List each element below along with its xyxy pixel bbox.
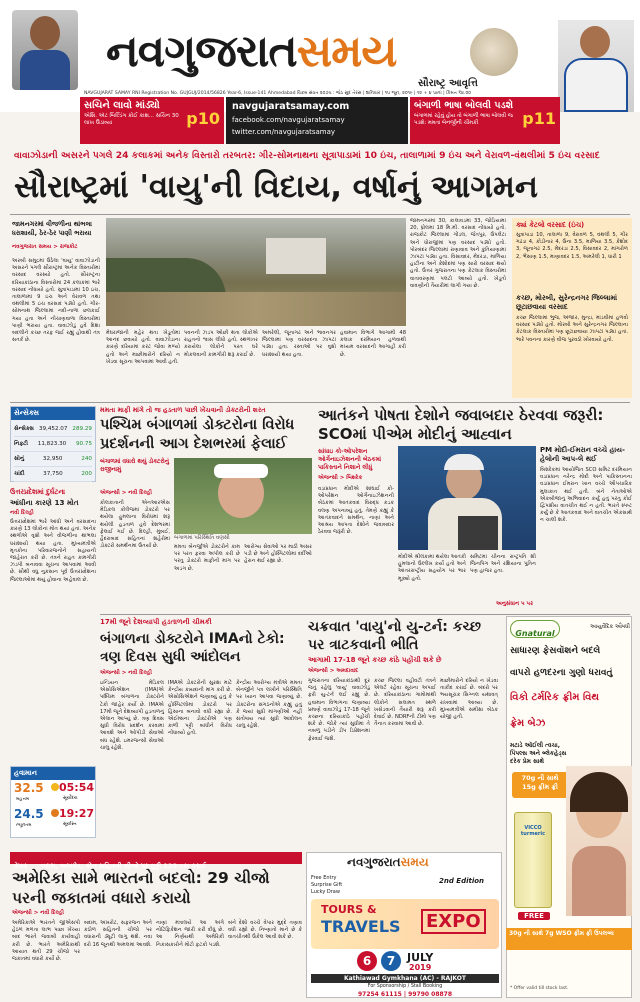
market-row-change: 90.75 [75,441,92,447]
vicco-free-tag: FREE [518,912,550,920]
bengal-bullet [100,458,170,474]
expo-day-a: 6 [357,951,377,971]
vicco-benefit-3: દરેક પ્રેમ સાથે [510,758,544,765]
left-brief [10,488,96,659]
lead-text-col2: મેઘરાજાની મહેર થતા ખેડૂતોમાં આનંદ છવાયો હતો. વાવાઝોડાના કારણે દરિયામાં કરંટ જોવા મળ્યો હતો અને માછીમારોને દરિયો ન ખેડવા સૂચના આપવામાં આવી હતી. [106,330,180,365]
bengal-text-1: કોલકાતાની એનઆરએસ મેડિકલ કોલેજમાં ડોક્ટરો પર થયેલા હુમલાના વિરોધમાં શરૂ થયેલી હડતાળ હવે દેશભરમાં ફેલાઈ ગઈ છે. દિલ્હી, મુંબઈ, હૈદરાબાદ સહિતનાં શહેરોમાં ડોક્ટરો સમર્થનમાં ઉતર્યા છે. [100,500,170,550]
teaser-left[interactable] [80,97,224,144]
rain-sidebar-text2: કચ્છ જિલ્લામાં ભુજ, અંજાર, મુન્દ્રા, માંડવીમાં હળવો વરસાદ પડ્યો હતો. મોરબી અને સુરેન્દ્રનગર જિલ્લાના કેટલાક વિસ્તારોમાં પણ છૂટાછવાયા ઝાપટાં પડ્યાં હતાં. ભારે પવનના કારણે વીજ પુરવઠો ખોરવાયો હતો. [516,315,628,343]
weather-max-label: મહત્તમ [16,797,29,802]
dateline: NAVGUJARAT SAMAY RNI Registration No. GUJGUJ/2014/56826 Year-6, Issue-141 Ahmedabad વિક્રમ સંવત ૨૦૭૫ : જેઠ સુદ તેરસ | શનિવાર | ૧૫ જૂન, ૨૦૧૯ | ૧૨ + ૪ પાનાં | કિંમત ₹૪.૦૦ [84,91,471,96]
market-row-change: 289.29 [72,426,92,432]
weather-box [10,766,96,838]
vicco-benefit-2: પિંપલ્સ અને બ્લેકહેડ્સ [510,750,567,757]
sco-headline: આતંકને પોષતા દેશોને જવાબદાર ઠેરવવા જરૂરી: SCOમાં પીએમ મોદીનું આહ્વાન [318,406,604,443]
expo-contact-label: For Sponsorship / Stall Booking [367,984,443,989]
lead-kicker: વાવાઝોડાની અસરને પગલે 24 કલાકમાં અનેક વિસ્તારો તરબતર: ગીર-સોમનાથના સૂત્રાપાડામાં 10 ઇંચ, તાલાળામાં 9 ઇંચ અને વેરાવળ-વંથલીમાં 5 ઇંચ વરસાદ [14,150,600,161]
cyclone-kicker: આગામી 17-18 જૂને કચ્છ કાંઠે પહોંચી શકે છે [308,656,442,664]
market-row-value: 39,452.07 [38,426,68,432]
expo-bullet-2: Lucky Draw [311,889,340,895]
trade-headline: અમેરિકા સામે ભારતનો બદલો: 29 ચીજો પરની જકાતમાં વધારો કરાયો [12,869,270,907]
expo-phone[interactable]: 97254 61115 | 99790 08878 [357,991,453,998]
vicco-brand-badge [510,620,560,638]
sunrise-time: 05:54 [59,781,95,794]
vicco-benefit-1: મટાડે ઑઈલી ત્વચા, [510,742,560,749]
vicco-offer-badge [512,772,568,798]
market-title: સેન્સેક્સ [14,409,39,417]
vicco-offer-a: 70g ની સાથે [521,774,559,782]
expo-ad[interactable] [306,852,502,998]
social-links [226,97,408,144]
cyclone-text-1: ગુજરાતના દરિયાકાંઠાથી દૂર જતું રહેલું 'વાયુ' વાવાઝોડું ફરી યુ-ટર્ન લઈ રહ્યું છે. હવામાન વિભાગના જણાવ્યા પ્રમાણે વાવાઝોડું 17-18 જૂને કચ્છના દરિયાકાંઠે પહોંચી શકે છે. જોકે ત્યાં સુધીમાં તે નબળું પડીને ડીપ ડિપ્રેશનમાં ફેરવાઈ જશે. [308,678,370,742]
left-brief-headline: આંધીના કારણે 13 મોત [10,498,79,507]
market-row-name: ચાંદી [14,471,25,477]
expo-brand-accent: સમય [400,855,429,869]
bengal-byline: એજન્સી > નવી દિલ્હી [100,490,152,496]
teaser-right-title: બંગાળી ભાષા બોલવી પડશે [414,100,514,111]
expo-brand-main: નવગુજરાત [347,855,401,869]
sunrise-icon [51,783,59,791]
sco-side-title: PM મોદી-ઈમરાન વચ્ચે હાય-હેલોની આપ-લે થઈ [540,446,625,463]
bengal-kicker: મમતા માફી માંગે તો જ હડતાળ પાછી ખેંચવાની ડોક્ટરોની શરત [100,406,266,414]
weather-min-label: ન્યૂનતમ [16,823,32,828]
sco-pull [318,448,394,482]
trade-kicker: બદામ, અખરોટ, ક્રોન સહિતની ચીજો પર છૂટ્ટી 120 ટકા કરાઈ [40,862,206,870]
rain-sidebar-head2: કચ્છ, મોરબી, સુરેન્દ્રનગર જિલ્લામાં છૂટાછવાયા વરસાદ [516,294,618,311]
expo-edition: 2nd Edition [439,877,485,885]
teaser-left-sub: એશિ. ઍટ બિલ્ડિંગ કોઈ કાશ... સચિન 30 લાખ ઉડાવ્યા [84,113,179,126]
cyclone-text-2: કચ્છ જિલ્લા વહીવટી તંત્રને એલર્ટ રહેવા સૂચના અપાઈ છે. દરિયાકાંઠાના ગામોમાંથી લોકોને સલામત સ્થળે ખસેડવાની તૈયારી શરૂ કરી દેવાઈ છે. NDRFની ટીમો પણ તૈનાત કરવામાં આવી છે. [374,678,436,728]
weather-min: 24.5 [14,807,44,821]
lead-text-col6: જામનગરમાં 30, કાલાવડમાં 33, જોડિયામાં 20, ધ્રોલમાં 18 મિ.મી. વરસાદ નોંધાયો હતો. રાજકોટ જિલ્લામાં ગોંડલ, જેતપુર, ઉપલેટા અને ધોરાજીમાં પણ વરસાદ પડ્યો હતો. પોરબંદર જિલ્લામાં રાણાવાવ અને કુતિયાણામાં ઝાપટાં પડ્યા હતા. વિસાવદર, મેંદરડા, માળિયા હાટીના અને કેશોદમાં પણ સારો વરસાદ થયો હતો. ઉત્તર ગુજરાતના પણ કેટલાક વિસ્તારોમાં વાતાવરણમાં પલટો આવ્યો હતો. ખેડૂતો વાવણીની તૈયારીમાં લાગી ગયા છે. [410,218,506,289]
lead-text-col3: પવનની ઝડપ ઓછી થતા લોકોએ રાહતનો શ્વાસ લીધો હતો. સ્થળાંતર કરાયેલા લોકોને પરત ઘરે મોકલવાની કામગીરી શરૂ કરાઈ છે. [184,330,258,358]
trade-kicker-bar [10,852,302,870]
bengal-photo-caption: બંગાળમાં પરિસ્થિતિ વણસી [174,535,230,541]
sco-text-1: વડાપ્રધાન મોદીએ શાંઘાઈ કો-ઓપરેશન ઓર્ગેનાઇઝેશનની બેઠકમાં આતંકવાદ વિરુદ્ધ કડક વલણ અપનાવ્યું હતું. તેમણે કહ્યું કે આતંકવાદને સમર્થન, નાણાં અને આશ્રય આપતા દેશોને જવાબદાર ઠેરવવા જરૂરી છે. [318,486,394,536]
sco-side [540,446,632,607]
vicco-label: આયુર્વેદિક ઔષધી [590,624,630,630]
brand-main: નવગુજરાત [106,26,297,77]
left-brief-title: ઉત્તરપ્રદેશમાં દુર્ઘટના [10,488,66,496]
lead-note [12,220,100,251]
expo-title-2: TRAVELS [321,917,401,936]
market-row-name: નિફ્ટી [14,441,29,447]
strike-text-3: કેન્દ્રીય આરોગ્ય મંત્રીએ મમતા બેનર્જીને પત્ર લખીને પરિસ્થિતિ પર ધ્યાન આપવા જણાવ્યું છે. ડોક્ટરોના સંગઠનોએ કહ્યું હતું કે જ્યાં સુધી માંગણીઓ નહીં સંતોષાય ત્યાં સુધી આંદોલન ચાલુ રહેશે. [236,680,302,730]
rain-sidebar [512,218,632,398]
teaser-right-page: p11 [522,109,556,128]
strike-kicker: 17મી જૂને દેશવ્યાપી હડતાળની ચીમકી [100,618,212,626]
teaser-right-sub: બંગાળમાં રહેવું હોય તો બંગાળી ભાષા બોલવી જ પડશે: મમતા બેનર્જીની ચીમકી [414,113,513,126]
sunset-label: સૂર્યાસ્ત [63,822,77,827]
lead-byline: નવગુજરાત સમય > રાજકોટ [12,244,78,250]
edition-label: સૌરાષ્ટ્ર આવૃત્તિ [418,78,478,89]
social-fb[interactable]: facebook.com/navgujaratsamay [232,116,345,124]
expo-bullet-0: Free Entry [311,875,337,881]
teaser-bar [80,97,560,144]
vicco-bottom-strip [506,928,632,950]
weather-title: હવામાન [11,767,95,780]
lead-text-col1: અરબી સમુદ્રમાં ઉઠેલા 'વાયુ' વાવાઝોડાની અસરને પગલે સૌરાષ્ટ્રમાં અનેક વિસ્તારોમાં વરસાદ વરસ્યો હતો. સૌરાષ્ટ્રના દરિયાકાંઠાના વિસ્તારોમાં 24 કલાકમાં ભારે વરસાદ નોંધાયો હતો. સુત્રાપાડામાં 10 ઇંચ, તાલાળામાં 9 ઇંચ અને વેરાવળ તથા વંથલીમાં 5 ઇંચ વરસાદ પડ્યો હતો. ગીર-સોમનાથ જિલ્લામાં નદી-નાળાં છલકાઈ ગયા હતા અને નીચાણવાળા વિસ્તારોમાં પાણી ભરાયા હતા. વાવાઝોડું હવે દિશા બદલીને કચ્છ તરફ જઈ રહ્યું હોવાથી તંત્ર સતર્ક છે. [12,258,100,344]
vicco-bottom: 30g ની સાથે 7g WSO ફ્રીમ ફ્રી ઉપલબ્ધ [509,930,614,937]
expo-day-b: 7 [381,951,401,971]
weather-max: 32.5 [14,781,44,795]
market-row-name: સોનું [14,456,25,462]
bengal-text-3: આરોગ્ય સેવાઓ પર માઠી અસર પડી છે અને હોસ્પિટલોમાં દર્દીઓ હેરાન થઈ રહ્યા છે. [244,544,312,565]
strike-byline: એજન્સી > નવી દિલ્હી [100,670,152,676]
strike-headline: બંગાળના ડોક્ટરોને IMAનો ટેકો: ત્રણ દિવસ સુધી આંદોલન [100,631,285,665]
sco-pull-text: સાંધાઇ કો-ઓપરેશન ઓર્ગેનાઇઝેશનની બેઠકમાં પાકિસ્તાને નિશાને લીધું [318,448,382,471]
brand-accent: સમય [296,26,397,77]
vicco-offer-b: 15g ફ્રીમ ફ્રી [522,783,558,791]
vicco-brand: Gnatural [515,629,555,638]
market-row [14,467,92,482]
bengal-photo [174,458,312,534]
sunset-time: 19:27 [59,807,95,820]
vicco-footer: * Offer valid till stock last. [510,986,569,991]
lead-text-col4: અમરેલી, જૂનાગઢ અને ભાવનગર જિલ્લામાં પણ વરસાદના ઝાપટાં પડ્યા હતા. રસ્તાઓ પર વૃક્ષો ધરાશાયી થયા હતા. [262,330,336,358]
masthead [0,0,640,112]
lead-headline: સૌરાષ્ટ્રમાં 'વાયુ'ની વિદાય, વર્ષાનું આગમન [14,169,538,205]
expo-month: JULY [407,951,434,964]
sco-text-2: મોદીએ શ્રીલંકામાં થયેલા આતંકી હુમલાનો ઉલ્લેખ કર્યો હતો અને આંતરરાષ્ટ્રીય સહયોગ પર ભાર મૂક્યો હતો. [398,554,466,582]
trade-text-4: બંને દેશો વચ્ચે વેપાર મુદ્દે તણાવ વધી રહ્યો છે. નિષ્ણાતો માને છે કે વાતચીતથી ઉકેલ આવી શકે છે. [228,920,302,941]
cyclone-text-3: માછીમારોને દરિયો ન ખેડવા તાકીદ કરાઈ છે. બંદરો પર ભયસૂચક સિગ્નલ યથાવત્ રાખવામાં આવ્યા છે. મુખ્યમંત્રીએ સમીક્ષા બેઠક યોજી હતી. [440,678,498,721]
expo-bullets [311,875,381,896]
market-row-value: 32,950 [42,456,63,462]
social-tw[interactable]: twitter.com/navgujaratsamay [232,128,336,136]
sco-text-3: સમિટમાં ચીનના રાષ્ટ્રપતિ શી જિનપિંગ અને રશિયાના પુતિન પણ હાજર હતા. [470,554,536,575]
expo-year: 2019 [409,963,432,972]
expo-bullet-1: Surprise Gift [311,882,343,888]
mamata-photo [558,20,634,112]
expo-banner [311,899,499,949]
trade-text-1: અમેરિકાએ ભારતને જીએસપી હેઠળ મળતા લાભ પાછા ખેંચ્યા બાદ ભારતે જવાબી કાર્યવાહી કરી છે. ભારતે અમેરિકાથી આયાત થતી 29 ચીજો પર જકાતમાં વધારો કર્યો છે. [12,920,80,963]
strike-text-2: IMAએ ડોક્ટરોની સુરક્ષા માટે કેન્દ્રીય કાયદાની માંગ કરી છે. એસોસિએશને જણાવ્યું હતું કે હોસ્પિટલોમાં ડોક્ટરો પર હિંસાના બનાવો વધી રહ્યા છે. એઈમ્સના ડોક્ટરોએ પણ કાળી પટ્ટી બાંધીને વિરોધ નોંધાવ્યો હતો. [168,680,232,737]
trade-text-3: નાણાં મંત્રાલયે આ અંગે નોટિફિકેશન જારી કરી દીધું છે. આ નિર્ણયથી અમેરિકી નિકાસકારોને મોટો ફટકો પડશે. [156,920,224,948]
sachin-photo [12,10,78,90]
expo-date [357,951,477,973]
trade-text-2: બદામ, અખરોટ, સફરજન અને કઠોળ સહિતની ચીજો પર વધારાની ડ્યૂટી લાગુ થશે. નવા દરો 16 જૂનથી અમલમાં આવશે. [84,920,152,948]
teaser-left-page: p10 [186,109,220,128]
vicco-model-photo [566,766,632,916]
sco-side-text: બિશ્કેકમાં આયોજિત SCO સમિટ દરમિયાન વડાપ્રધાન નરેન્દ્ર મોદી અને પાકિસ્તાનના વડાપ્રધાન ઈમરાન ખાન વચ્ચે ઔપચારિક મુલાકાત થઈ હતી. બંને નેતાઓએ એકબીજાનું અભિવાદન કર્યું હતું પરંતુ કોઈ દ્વિપક્ષીય વાતચીત થઈ ન હતી. ભારતે સ્પષ્ટ કર્યું છે કે આતંકવાદ અને વાતચીત એકસાથે ન ચાલી શકે. [540,467,632,524]
market-box [10,406,96,482]
left-brief-byline: નવી દિલ્હી [10,510,34,516]
expo-venue: Kathiawad Gymkhana (AC) - RAJKOT [311,974,499,983]
market-row-value: 37,750 [43,471,63,477]
strike-text-1: ઇન્ડિયન મેડિકલ એસોસિએશન (IMA)એ પશ્ચિમ બંગાળના ડોક્ટરોને ટેકો જાહેર કર્યો છે. IMAએ 17મી જૂને દેશવ્યાપી હડતાળનું એલાન આપ્યું છે. ત્રણ દિવસ સુધી વિરોધ પ્રદર્શન કરવામાં આવશે અને ઓપીડી સેવાઓ બંધ રહેશે. ઇમરજન્સી સેવાઓ ચાલુ રહેશે. [100,680,164,751]
lead-sub-note: જામનગરમાં વીજળીના થાંભલા ધરાશાયી, ઠેર-ઠેર પાણી ભરાયા [12,220,92,237]
sunset-icon [51,809,59,817]
vicco-product-name: VICCO turmeric [520,825,546,837]
rain-sidebar-text: સુત્રાપાડા 10, તાલાળા 9, વેરાવળ 5, વંથલી 5, ગીર ગઢડા 4, કોડીનાર 4, ઉના 3.5, માળિયા 3.5, કેશોદ 3, જૂનાગઢ 2.5, મેંદરડા 2.5, વિસાવદર 2, માંગરોળ 2, ભેંસાણ 1.5, માણાવદર 1.5, અમરેલી 1, ધારી 1 [516,232,628,260]
expo-title-3: EXPO [421,909,486,934]
market-row [14,452,92,467]
vicco-headline-1: સાધારણ ફેસવૉશને બદલે [510,646,601,656]
vicco-headline-2: વાપરો હળદરના ગુણો ધરાવતું [510,668,613,678]
market-row-change: 240 [81,456,92,462]
sco-continued[interactable]: અનુસંધાન ૫ પર [496,601,533,607]
trade-byline: એજન્સી > નવી દિલ્હી [12,910,64,916]
market-row [14,422,92,437]
market-rows [11,420,95,484]
vicco-ad-content [506,616,632,998]
vicco-headline-3: વિકો ટર્મરિક ફ્રીમ વિથ [510,692,600,703]
bengal-text-2: મમતા બેનર્જીએ ડોક્ટરોને કામ પર પરત ફરવા અપીલ કરી છે પરંતુ ડોક્ટરો માફીની માંગ પર અડગ છે. [174,544,240,572]
expo-title-1: TOURS & [321,903,377,916]
market-row-change: 200 [81,471,92,477]
market-row-value: 11,823.30 [37,441,67,447]
cyclone-headline: ચક્રવાત 'વાયુ'નો યુ-ટર્ન: કચ્છ પર ત્રાટકવાની ભીતિ [308,619,481,653]
expo-brand [347,855,429,870]
modi-photo [398,446,536,550]
market-header [11,407,95,420]
market-row [14,437,92,452]
market-row-name: સેન્સેક્સ [14,426,34,432]
vicco-headline-4: ફ્રેમ બેઝ [510,718,546,729]
left-brief-text: ઉત્તરપ્રદેશમાં ભારે આંધી અને વરસાદના કારણે 13 લોકોનાં મોત થયાં હતાં. અનેક સ્થળોએ વૃક્ષો અને વીજળીના થાંભલા ધરાશાયી થયા હતા. મુખ્યમંત્રીએ મૃતકોના પરિવારજનોને સહાયની જાહેરાત કરી છે. તંત્રને રાહત કામગીરી ઝડપી બનાવવા સૂચના આપવામાં આવી છે. સૌથી વધુ નુકસાન પૂર્વ ઉત્તરપ્રદેશના જિલ્લાઓમાં થયું હોવાના અહેવાલ છે. [10,519,96,583]
bengal-headline: પશ્ચિમ બંગાળમાં ડોક્ટરોના વિરોધ પ્રદર્શનની આગ દેશભરમાં ફેલાઈ [100,417,295,452]
social-web[interactable]: navgujaratsamay.com [232,101,350,112]
cyclone-byline: એજન્સી > અમદાવાદ [308,668,359,674]
sunrise-label: સૂર્યોદય [63,796,78,801]
brand-logo[interactable] [106,26,466,77]
vicco-product [514,812,552,908]
lion-logo-icon [470,28,518,76]
trade-kicker-label: વેપાર [14,862,28,870]
lead-photo [106,218,406,326]
teaser-right[interactable] [410,97,560,144]
bengal-bullet-1: બંગાળમાં વધારો થયું ડોક્ટરોનું રાજીનામું [100,459,169,473]
lead-text-col5: હવામાન વિભાગે આગામી 48 કલાક દરમિયાન હળવાથી મધ્યમ વરસાદની આગાહી કરી છે. [340,330,406,358]
rain-sidebar-title: ક્યાં કેટલો વરસાદ (ઇંચ) [516,221,585,229]
sco-byline: એજન્સી > બિશ્કેક [318,475,363,481]
teaser-left-title: સચિને લાવો માંડ્યો [84,100,160,111]
